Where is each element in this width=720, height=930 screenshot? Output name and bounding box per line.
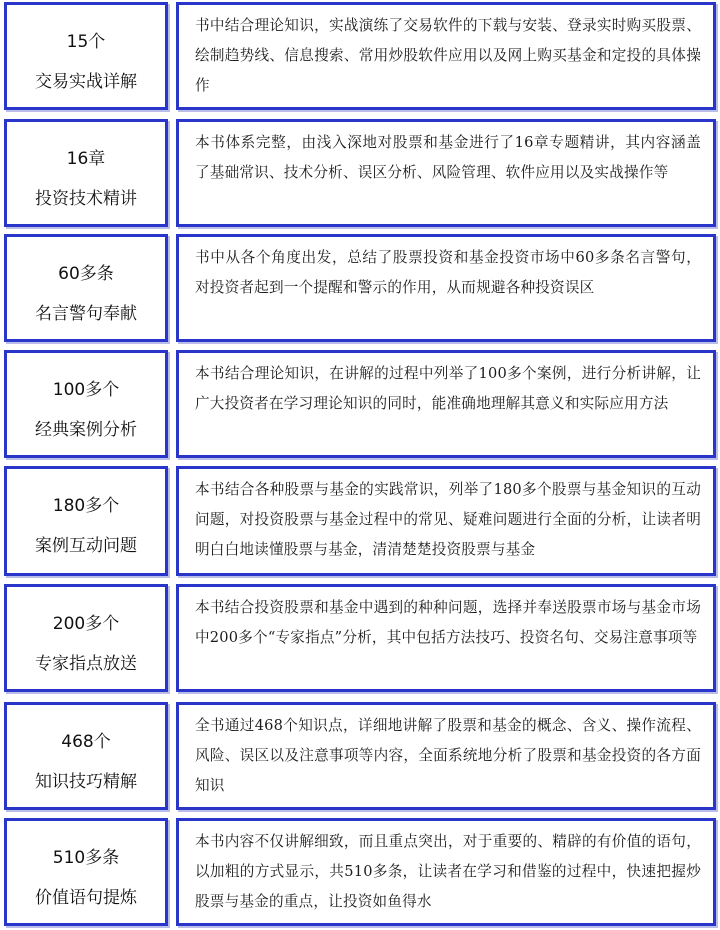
feature-label-box (4, 702, 168, 810)
feature-count: 180多个 (52, 496, 120, 516)
feature-title: 交易实战详解 (35, 72, 137, 92)
feature-description-box (176, 818, 716, 926)
feature-count: 60多条 (58, 264, 114, 284)
feature-title: 名言警句奉献 (35, 304, 137, 324)
feature-description-box (176, 584, 716, 692)
feature-title: 专家指点放送 (35, 654, 137, 674)
feature-description-box (176, 119, 716, 227)
feature-description: 全书通过468个知识点，详细地讲解了股票和基金的概念、含义、操作流程、风险、误区以及注意事项等内容，全面系统地分析了股票和基金投资的各方面知识 (195, 717, 701, 794)
feature-row (0, 350, 720, 458)
feature-title: 投资技术精讲 (35, 189, 137, 209)
feature-label-box (4, 818, 168, 926)
feature-label-box (4, 584, 168, 692)
feature-count: 468个 (61, 732, 111, 752)
feature-count: 15个 (66, 32, 106, 52)
feature-description: 书中结合理论知识，实战演练了交易软件的下载与安装、登录实时购买股票、绘制趋势线、信息搜索、常用炒股软件应用以及网上购买基金和定投的具体操作 (195, 17, 701, 94)
feature-label-box (4, 466, 168, 576)
feature-description-box (176, 466, 716, 576)
feature-description-box (176, 234, 716, 342)
feature-description-box (176, 702, 716, 810)
feature-row (0, 119, 720, 227)
feature-description: 本书内容不仅讲解细致，而且重点突出，对于重要的、精辟的有价值的语句，以加粗的方式显示，共510多条，让读者在学习和借鉴的过程中，快速把握炒股票与基金的重点，让投资如鱼得水 (195, 833, 701, 910)
feature-row (0, 818, 720, 926)
feature-description: 本书结合各种股票与基金的实践常识，列举了180多个股票与基金知识的互动问题，对投资股票与基金过程中的常见、疑难问题进行全面的分析，让读者明明白白地读懂股票与基金，清清楚楚投资股票与基金 (195, 481, 701, 558)
feature-label-box (4, 234, 168, 342)
feature-description-box (176, 350, 716, 458)
feature-label-box (4, 119, 168, 227)
feature-row (0, 584, 720, 692)
feature-description: 本书体系完整，由浅入深地对股票和基金进行了16章专题精讲，其内容涵盖了基础常识、技术分析、误区分析、风险管理、软件应用以及实战操作等 (195, 134, 701, 181)
feature-description: 本书结合理论知识，在讲解的过程中列举了100多个案例，进行分析讲解，让广大投资者在学习理论知识的同时，能准确地理解其意义和实际应用方法 (195, 365, 701, 412)
feature-title: 价值语句提炼 (35, 888, 137, 908)
feature-title: 经典案例分析 (35, 420, 137, 440)
feature-count: 200多个 (52, 614, 120, 634)
feature-count: 510多条 (52, 848, 120, 868)
feature-row (0, 702, 720, 810)
feature-row (0, 234, 720, 342)
feature-label-box (4, 2, 168, 110)
feature-title: 案例互动问题 (35, 536, 137, 556)
feature-row (0, 2, 720, 110)
feature-description-box (176, 2, 716, 110)
feature-count: 16章 (66, 149, 106, 169)
feature-count: 100多个 (52, 380, 120, 400)
feature-description: 书中从各个角度出发，总结了股票投资和基金投资市场中60多条名言警句，对投资者起到一个提醒和警示的作用，从而规避各种投资误区 (195, 249, 701, 296)
feature-row (0, 466, 720, 576)
feature-label-box (4, 350, 168, 458)
feature-title: 知识技巧精解 (35, 772, 137, 792)
feature-description: 本书结合投资股票和基金中遇到的种种问题，选择并奉送股票市场与基金市场中200多个“专家指点”分析，其中包括方法技巧、投资名句、交易注意事项等 (195, 599, 701, 646)
